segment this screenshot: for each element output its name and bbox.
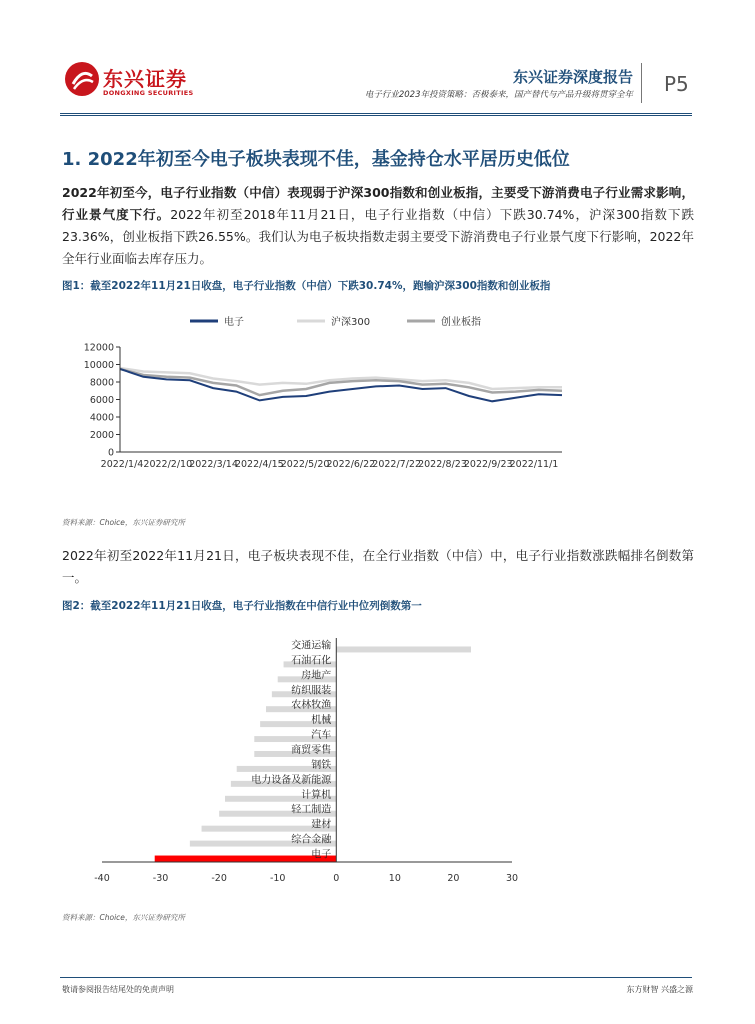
category-label-2: 房地产 xyxy=(301,670,332,682)
x-tick-label: -40 xyxy=(94,873,110,884)
x-tick-label: 0 xyxy=(333,873,340,884)
figure-1-source: 资料来源：Choice，东兴证券研究所 xyxy=(62,518,185,527)
y-tick-label: 4000 xyxy=(89,412,114,424)
footer-disclaimer: 敬请参阅报告结尾处的免责声明 xyxy=(62,985,174,994)
report-subtitle: 电子行业2023年投资策略：否极泰来，国产替代与产品升级将贯穿全年 xyxy=(364,90,633,100)
category-label-5: 机械 xyxy=(311,715,332,727)
x-tick-label: 2022/9/23 xyxy=(463,459,513,470)
y-tick-label: 6000 xyxy=(89,395,114,406)
line-chart xyxy=(62,305,582,475)
category-label-10: 计算机 xyxy=(301,789,332,801)
category-label-9: 电力设备及新能源 xyxy=(251,774,332,786)
paragraph-1 xyxy=(62,182,694,270)
y-tick-label: 0 xyxy=(107,447,114,459)
legend-label-1: 沪深300 xyxy=(331,317,371,328)
section-title: 1. 2022年初至今电子板块表现不佳，基金持仓水平居历史低位 xyxy=(62,149,570,170)
figure-2-source: 资料来源：Choice，东兴证券研究所 xyxy=(62,913,185,922)
x-tick-label: 2022/3/14 xyxy=(189,459,238,470)
brand-logo-icon xyxy=(65,62,99,96)
x-tick-label: -30 xyxy=(152,873,169,884)
footer-slogan: 东方财智 兴盛之源 xyxy=(626,985,693,994)
category-label-11: 轻工制造 xyxy=(291,804,332,816)
page-number: P5 xyxy=(664,72,689,96)
x-tick-label: 2022/6/22 xyxy=(326,459,376,470)
x-tick-label: 2022/8/23 xyxy=(418,459,467,470)
category-label-7: 商贸零售 xyxy=(291,745,332,756)
bar-chart xyxy=(62,630,542,895)
x-tick-label: 10 xyxy=(388,873,401,884)
x-tick-label: 2022/4/15 xyxy=(234,459,284,470)
paragraph-1-lead: 2022年初至今，电子行业指数（中信）表现弱于沪深300指数和创业板指，主要受下游消费电子行业需求影响，行业景气度下行。 xyxy=(62,185,694,222)
chart-legend xyxy=(190,315,481,328)
paragraph-1-body: 2022年初至2018年11月21日，电子行业指数（中信）下跌30.74%，沪深300指数下跌23.36%，创业板指下跌26.55%。我们认为电子板块指数走弱主要受下游消费电子行业景气度下行影响，2022年全年行业面临去库存压力。 xyxy=(62,207,694,266)
x-tick-label: -10 xyxy=(269,873,286,884)
bar-0 xyxy=(336,646,471,652)
brand-name: 东兴证券 xyxy=(103,67,187,91)
x-tick-label: 2022/1/4 xyxy=(100,459,144,470)
header-rule xyxy=(60,113,692,114)
header-rule-2 xyxy=(60,115,692,116)
category-label-8: 钢铁 xyxy=(311,759,332,771)
x-tick-label: 30 xyxy=(505,873,519,884)
footer-rule xyxy=(60,977,692,978)
category-label-6: 汽车 xyxy=(311,730,332,742)
y-tick-label: 8000 xyxy=(89,377,114,389)
category-label-1: 石油石化 xyxy=(291,655,332,667)
x-tick-label: 2022/2/10 xyxy=(143,459,193,470)
y-tick-label: 2000 xyxy=(89,430,114,441)
y-tick-label: 10000 xyxy=(83,360,114,371)
category-label-13: 综合金融 xyxy=(291,834,332,846)
category-label-14: 电子 xyxy=(311,849,332,861)
header-divider xyxy=(641,63,642,103)
x-tick-label: 2022/7/22 xyxy=(372,459,422,470)
legend-label-2: 创业板指 xyxy=(441,317,481,328)
bar-14 xyxy=(155,856,337,862)
x-tick-label: 2022/11/1 xyxy=(509,459,559,470)
legend-label-0: 电子 xyxy=(224,317,244,328)
x-tick-label: 20 xyxy=(447,873,460,884)
category-label-3: 纺织服装 xyxy=(291,685,332,697)
y-tick-label: 12000 xyxy=(83,342,114,354)
paragraph-2: 2022年初至2022年11月21日，电子板块表现不佳，在全行业指数（中信）中，电子行业指数涨跌幅排名倒数第一。 xyxy=(62,548,694,585)
report-title: 东兴证券深度报告 xyxy=(512,68,633,86)
category-label-4: 农林牧渔 xyxy=(291,700,332,712)
category-label-0: 交通运输 xyxy=(291,640,332,652)
figure-1-title: 图1：截至2022年11月21日收盘，电子行业指数（中信）下跌30.74%，跑输沪深300指数和创业板指 xyxy=(62,280,551,292)
brand-name-en: DONGXING SECURITIES xyxy=(103,89,194,97)
category-label-12: 建材 xyxy=(311,819,332,831)
x-tick-label: -20 xyxy=(211,873,227,884)
x-tick-label: 2022/5/20 xyxy=(280,459,330,470)
figure-2-title: 图2：截至2022年11月21日收盘，电子行业指数在中信行业中位列倒数第一 xyxy=(62,600,422,612)
